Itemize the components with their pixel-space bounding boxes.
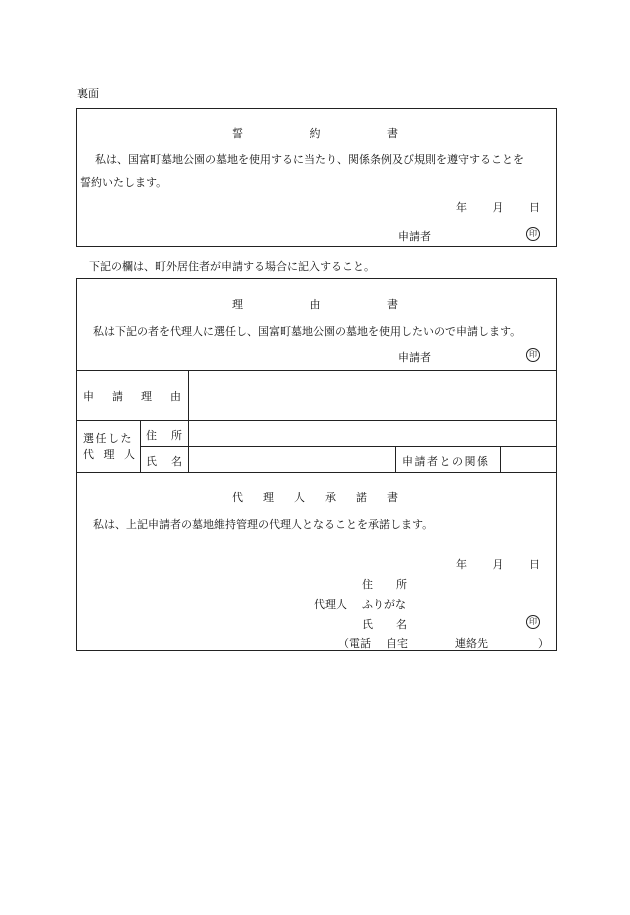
reason-label: 申 請 理 由 — [83, 390, 181, 403]
consent-date: 年 月 日 — [456, 558, 540, 571]
consent-seal-icon: 印 — [526, 615, 540, 629]
oath-body-line2: 誓約いたします。 — [80, 176, 168, 189]
table-line — [395, 446, 396, 472]
oath-applicant-label: 申請者 — [398, 230, 431, 243]
consent-name-label: 氏 名 — [362, 618, 407, 631]
agent-label-line2: 代 理 人 — [83, 448, 135, 461]
oath-seal-icon: 印 — [526, 227, 540, 241]
oath-title: 誓 約 書 — [232, 127, 398, 140]
consent-home-label: 自宅 — [386, 637, 408, 650]
consent-body: 私は、上記申請者の墓地維持管理の代理人となることを承諾します。 — [93, 518, 434, 531]
consent-furigana-label: ふりがな — [362, 598, 406, 611]
table-line — [76, 472, 557, 473]
consent-address-label: 住 所 — [362, 578, 407, 591]
consent-title: 代 理 人 承 諾 書 — [232, 491, 398, 504]
oath-date: 年 月 日 — [456, 201, 540, 214]
consent-phone-close: ） — [538, 637, 549, 650]
consent-agent-label: 代理人 — [314, 598, 347, 611]
agent-address-label: 住 所 — [146, 429, 182, 442]
table-line — [140, 420, 141, 472]
table-line — [76, 370, 557, 371]
consent-contact-label: 連絡先 — [455, 637, 488, 650]
relation-label: 申請者との関係 — [402, 455, 490, 468]
agent-name-label: 氏 名 — [146, 455, 182, 468]
reason-seal-icon: 印 — [526, 348, 540, 362]
note-text: 下記の欄は、町外居住者が申請する場合に記入すること。 — [89, 260, 375, 273]
reason-body: 私は下記の者を代理人に選任し、国富町墓地公園の墓地を使用したいので申請します。 — [93, 325, 522, 338]
consent-phone-open: （電話 — [338, 637, 371, 650]
table-line — [140, 446, 557, 447]
oath-body-line1: 私は、国富町墓地公園の墓地を使用するに当たり、関係条例及び規則を遵守することを — [95, 153, 524, 166]
reason-title: 理 由 書 — [232, 298, 398, 311]
agent-label-line1: 選任した — [83, 432, 133, 445]
reason-applicant-label: 申請者 — [398, 351, 431, 364]
table-line — [500, 446, 501, 472]
table-line — [76, 420, 557, 421]
page-label: 裏面 — [77, 87, 99, 100]
table-line — [188, 370, 189, 472]
